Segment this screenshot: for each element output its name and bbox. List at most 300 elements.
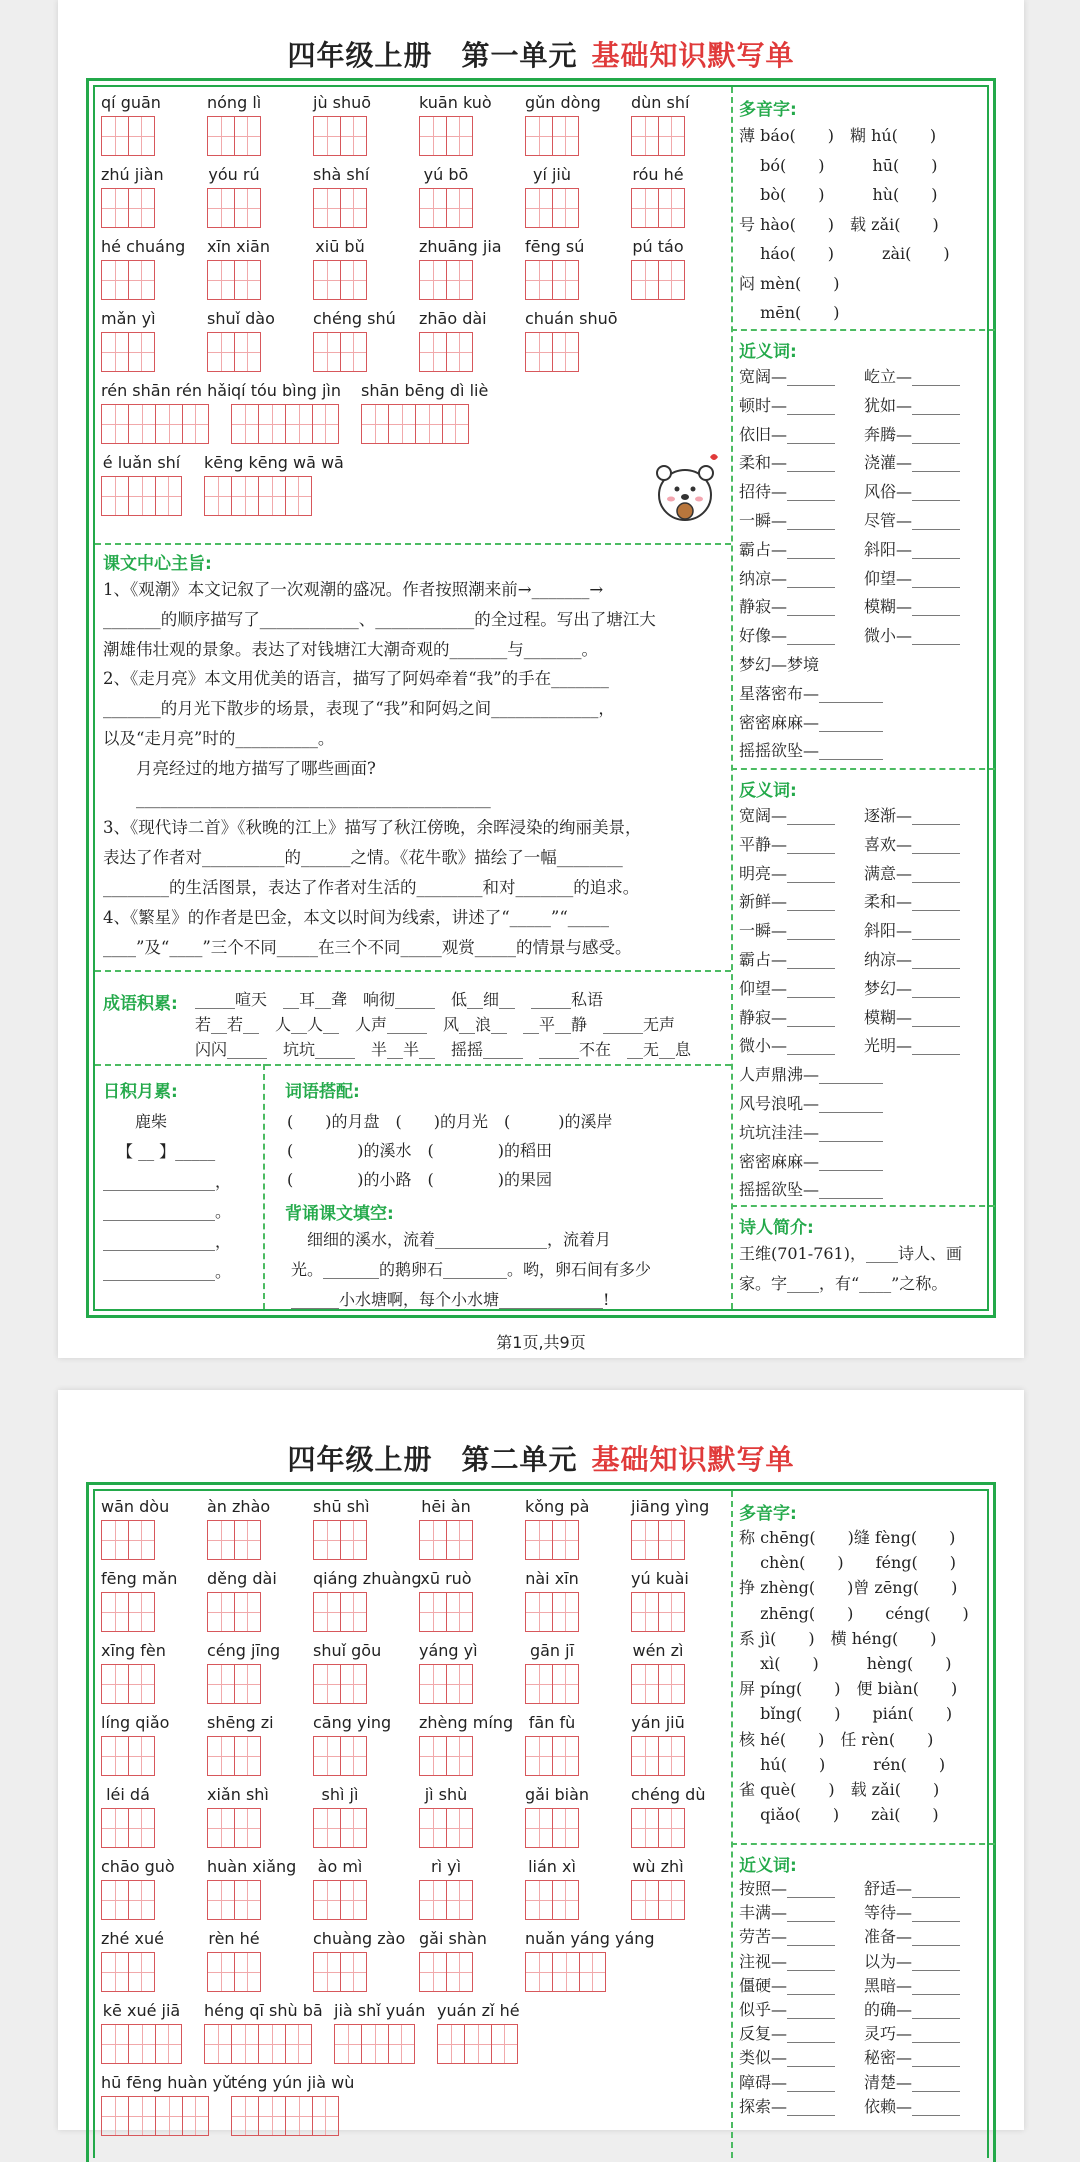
pinyin-label: wān dòu — [101, 1497, 170, 1516]
pinyin-label: shū shì — [313, 1497, 370, 1516]
writing-box[interactable] — [446, 1952, 473, 1992]
writing-box[interactable] — [101, 1808, 128, 1848]
pinyin-label: gān jī — [529, 1641, 575, 1660]
text-line: 仰望—______ 梦幻—______ — [739, 978, 961, 998]
writing-box[interactable] — [234, 188, 261, 228]
text-line: 密密麻麻—________ — [739, 712, 884, 732]
writing-box[interactable] — [631, 1664, 658, 1704]
text-line: 静寂—______ 模糊—______ — [739, 1007, 961, 1027]
writing-box[interactable] — [446, 332, 473, 372]
writing-box[interactable] — [128, 332, 155, 372]
worksheet-frame — [86, 1482, 996, 2162]
text-line: 细细的溪水，流着______________，流着月 — [291, 1230, 612, 1249]
text-line: 系 jì( ) 横 héng( ) — [739, 1628, 937, 1648]
writing-box[interactable] — [207, 188, 234, 228]
text-line: 3、《现代诗二首》《秋晚的江上》描写了秋江傍晚，余晖浸染的绚丽美景， — [103, 818, 642, 838]
writing-box[interactable] — [182, 2096, 209, 2136]
writing-box[interactable] — [231, 2024, 258, 2064]
pinyin-label: hū fēng huàn yǔ — [101, 2073, 233, 2092]
writing-box[interactable] — [207, 116, 234, 156]
writing-box[interactable] — [525, 260, 552, 300]
pinyin-word-box — [207, 237, 270, 300]
writing-box[interactable] — [446, 260, 473, 300]
writing-box[interactable] — [419, 332, 446, 372]
writing-box[interactable] — [552, 1592, 579, 1632]
writing-box[interactable] — [552, 1520, 579, 1560]
writing-box[interactable] — [419, 116, 446, 156]
writing-box[interactable] — [128, 1736, 155, 1776]
pinyin-word-box — [525, 237, 585, 300]
writing-box[interactable] — [101, 1664, 128, 1704]
pinyin-word-box — [419, 1929, 487, 1992]
writing-box[interactable] — [207, 1592, 234, 1632]
writing-box[interactable] — [207, 1664, 234, 1704]
writing-box[interactable] — [419, 1880, 446, 1920]
writing-box[interactable] — [128, 2096, 155, 2136]
writing-box[interactable] — [204, 2024, 231, 2064]
pinyin-word-box — [631, 165, 685, 228]
pinyin-label: kē xué jiā — [102, 2001, 181, 2020]
writing-box[interactable] — [631, 1592, 658, 1632]
pinyin-label: kuān kuò — [419, 93, 492, 112]
pinyin-word-box — [207, 1569, 277, 1632]
pinyin-word-box — [207, 165, 261, 228]
text-line: 1、《观潮》本文记叙了一次观潮的盛况。作者按照潮来前→_______→ — [103, 580, 604, 599]
pinyin-word-box — [525, 165, 579, 228]
writing-box[interactable] — [101, 2096, 128, 2136]
writing-box[interactable] — [419, 188, 446, 228]
pinyin-label: héng qī shù bā — [204, 2001, 323, 2020]
writing-box[interactable] — [446, 1736, 473, 1776]
writing-box[interactable] — [155, 476, 182, 516]
writing-box[interactable] — [313, 1520, 340, 1560]
writing-box[interactable] — [446, 188, 473, 228]
pinyin-word-box — [313, 1497, 370, 1560]
text-line: _______的顺序描写了____________、____________的全过程。写出了塘江大 — [103, 609, 656, 629]
text-line: 潮雄伟壮观的景象。表达了对钱塘江大潮奇观的_______与_______。 — [103, 639, 598, 659]
jinyi-heading: 近义词: — [739, 1856, 797, 1876]
pinyin-label: xīn xiān — [207, 237, 270, 256]
pinyin-label: fēng mǎn — [101, 1569, 178, 1588]
pinyin-label: chuàng zào — [313, 1929, 406, 1948]
writing-box[interactable] — [128, 1952, 155, 1992]
pinyin-label: yí jiù — [532, 165, 572, 184]
writing-box[interactable] — [658, 1880, 685, 1920]
writing-box[interactable] — [525, 1880, 552, 1920]
writing-box[interactable] — [258, 404, 285, 444]
writing-box[interactable] — [313, 1808, 340, 1848]
writing-box[interactable] — [340, 332, 367, 372]
text-line: 按照—______ 舒适—______ — [739, 1879, 961, 1898]
writing-box[interactable] — [258, 2096, 285, 2136]
page-footer: 第1页,共9页 — [496, 1333, 586, 1352]
pinyin-word-box — [207, 1713, 274, 1776]
writing-box[interactable] — [631, 1520, 658, 1560]
text-line: 家。字____，有“____”之称。 — [739, 1274, 948, 1293]
writing-box[interactable] — [552, 1952, 579, 1992]
writing-box[interactable] — [231, 476, 258, 516]
writing-box[interactable] — [525, 332, 552, 372]
writing-box[interactable] — [525, 1808, 552, 1848]
writing-box[interactable] — [442, 404, 469, 444]
writing-box[interactable] — [234, 116, 261, 156]
writing-box[interactable] — [334, 2024, 361, 2064]
pinyin-label: jì shù — [424, 1785, 468, 1804]
writing-box[interactable] — [155, 2096, 182, 2136]
writing-box[interactable] — [234, 1736, 261, 1776]
writing-box[interactable] — [525, 116, 552, 156]
writing-box[interactable] — [631, 1808, 658, 1848]
pinyin-word-box — [101, 381, 232, 444]
writing-box[interactable] — [128, 2024, 155, 2064]
text-line: 密密麻麻—________ — [739, 1151, 884, 1171]
writing-box[interactable] — [101, 1880, 128, 1920]
text-line: 2、《走月亮》本文用优美的语言，描写了阿妈牵着“我”的手在_______ — [103, 669, 609, 689]
text-line: 摇摇欲坠—________ — [739, 741, 884, 761]
writing-box[interactable] — [552, 1808, 579, 1848]
pinyin-word-box — [525, 1857, 579, 1920]
writing-box[interactable] — [658, 260, 685, 300]
pinyin-label: líng qiǎo — [101, 1713, 170, 1732]
writing-box[interactable] — [446, 1880, 473, 1920]
writing-box[interactable] — [631, 1880, 658, 1920]
writing-box[interactable] — [101, 1952, 128, 1992]
writing-box[interactable] — [285, 2096, 312, 2136]
writing-box[interactable] — [552, 188, 579, 228]
duoyin-heading: 多音字: — [739, 100, 797, 120]
writing-box[interactable] — [525, 1736, 552, 1776]
writing-box[interactable] — [204, 476, 231, 516]
writing-box[interactable] — [552, 260, 579, 300]
pinyin-word-box — [631, 237, 685, 300]
text-line: 劳苦—______ 准备—______ — [739, 1927, 961, 1947]
writing-box[interactable] — [340, 260, 367, 300]
writing-box[interactable] — [312, 404, 339, 444]
writing-box[interactable] — [388, 404, 415, 444]
pinyin-label: gǎi biàn — [525, 1785, 590, 1804]
text-line: 探索—______ 依赖—______ — [739, 2096, 961, 2116]
writing-box[interactable] — [415, 404, 442, 444]
writing-box[interactable] — [128, 404, 155, 444]
writing-box[interactable] — [101, 1736, 128, 1776]
beisong-heading: 背诵课文填空: — [285, 1204, 394, 1224]
pinyin-word-box — [525, 93, 601, 156]
pinyin-label: xū ruò — [420, 1569, 472, 1588]
writing-box[interactable] — [258, 2024, 285, 2064]
pinyin-label: zhú jiàn — [101, 165, 164, 184]
writing-box[interactable] — [101, 1592, 128, 1632]
writing-box[interactable] — [340, 1880, 367, 1920]
text-line: 静寂—______ 模糊—______ — [739, 597, 961, 617]
pinyin-word-box — [101, 1497, 170, 1560]
text-line: 称 chēng( )缝 fèng( ) — [739, 1528, 956, 1547]
pinyin-word-box — [525, 1929, 655, 1992]
writing-box[interactable] — [231, 2096, 258, 2136]
pinyin-word-box — [207, 93, 261, 156]
pinyin-label: shuǐ dào — [207, 309, 275, 328]
writing-box[interactable] — [340, 1592, 367, 1632]
text-line: _____喧天 __耳__聋 响彻_____ 低__细__ _____私语 — [195, 990, 604, 1009]
pinyin-word-box — [313, 237, 367, 300]
text-line: 类似—______ 秘密—______ — [739, 2048, 961, 2068]
duoyin-heading: 多音字: — [739, 1504, 797, 1524]
writing-box[interactable] — [258, 476, 285, 516]
writing-box[interactable] — [101, 1520, 128, 1560]
writing-box[interactable] — [446, 116, 473, 156]
writing-box[interactable] — [101, 116, 128, 156]
writing-box[interactable] — [658, 1808, 685, 1848]
writing-box[interactable] — [313, 1592, 340, 1632]
writing-box[interactable] — [313, 1664, 340, 1704]
pinyin-label: yú bō — [423, 165, 469, 184]
writing-box[interactable] — [340, 1736, 367, 1776]
writing-box[interactable] — [658, 116, 685, 156]
pinyin-word-box — [207, 1785, 269, 1848]
writing-box[interactable] — [340, 1952, 367, 1992]
pinyin-label: rì yì — [430, 1857, 462, 1876]
writing-box[interactable] — [552, 116, 579, 156]
writing-box[interactable] — [658, 1664, 685, 1704]
writing-box[interactable] — [207, 1808, 234, 1848]
fanyi-heading: 反义词: — [739, 781, 797, 801]
text-line: 星落密布—________ — [739, 683, 884, 703]
writing-box[interactable] — [446, 1520, 473, 1560]
text-line: 一瞬—______ 斜阳—______ — [739, 921, 961, 941]
writing-box[interactable] — [446, 1664, 473, 1704]
pinyin-word-box — [525, 1497, 590, 1560]
pinyin-label: yú kuài — [631, 1569, 689, 1588]
pinyin-label: zhuāng jia — [419, 237, 502, 256]
writing-box[interactable] — [155, 2024, 182, 2064]
text-line: ___________________________________________ — [103, 788, 491, 808]
writing-box[interactable] — [101, 260, 128, 300]
bear-icon — [650, 449, 720, 527]
writing-box[interactable] — [631, 1736, 658, 1776]
text-line: chèn( ) féng( ) — [739, 1553, 957, 1573]
writing-box[interactable] — [207, 1952, 234, 1992]
writing-box[interactable] — [419, 260, 446, 300]
pinyin-word-box — [207, 1929, 261, 1992]
text-line: 屏 píng( ) 便 biàn( ) — [739, 1679, 958, 1699]
pinyin-word-box — [313, 309, 396, 372]
pinyin-label: xīng fèn — [101, 1641, 166, 1660]
pinyin-label: cāng ying — [313, 1713, 392, 1732]
writing-box[interactable] — [361, 2024, 388, 2064]
text-line: 反复—______ 灵巧—______ — [739, 2024, 961, 2044]
writing-box[interactable] — [419, 1664, 446, 1704]
writing-box[interactable] — [658, 188, 685, 228]
writing-box[interactable] — [446, 1808, 473, 1848]
text-line: 僵硬—______ 黑暗—______ — [739, 1975, 961, 1995]
pinyin-word-box — [101, 1785, 155, 1848]
writing-box[interactable] — [552, 1736, 579, 1776]
text-line: 顿时—______ 犹如—______ — [739, 395, 961, 415]
writing-box[interactable] — [525, 1952, 552, 1992]
pinyin-label: shēng zi — [207, 1713, 274, 1732]
writing-box[interactable] — [340, 1520, 367, 1560]
text-line: 若__若__ 人__人__ 人声_____ 风__浪__ __平__静 _____无声 — [195, 1015, 676, 1034]
writing-box[interactable] — [525, 1520, 552, 1560]
writing-box[interactable] — [285, 476, 312, 516]
pinyin-label: céng jīng — [207, 1641, 281, 1660]
text-line: 风号浪吼—________ — [739, 1094, 884, 1113]
writing-box[interactable] — [658, 1520, 685, 1560]
writing-box[interactable] — [128, 1520, 155, 1560]
writing-box[interactable] — [234, 1808, 261, 1848]
writing-box[interactable] — [419, 1520, 446, 1560]
writing-box[interactable] — [234, 1592, 261, 1632]
writing-box[interactable] — [231, 404, 258, 444]
writing-box[interactable] — [182, 404, 209, 444]
pinyin-word-box — [101, 2001, 182, 2064]
writing-box[interactable] — [313, 1880, 340, 1920]
writing-box[interactable] — [446, 1592, 473, 1632]
writing-box[interactable] — [101, 2024, 128, 2064]
writing-box[interactable] — [631, 260, 658, 300]
text-line: mēn( ) — [739, 303, 840, 322]
writing-box[interactable] — [464, 2024, 491, 2064]
writing-box[interactable] — [128, 116, 155, 156]
writing-box[interactable] — [579, 1952, 606, 1992]
writing-box[interactable] — [525, 1592, 552, 1632]
writing-box[interactable] — [525, 188, 552, 228]
pinyin-label: huàn xiǎng — [207, 1857, 297, 1876]
writing-box[interactable] — [101, 332, 128, 372]
pinyin-label: nóng lì — [207, 93, 262, 112]
pinyin-word-box — [437, 2001, 518, 2064]
pinyin-label: yáng yì — [419, 1641, 478, 1660]
writing-box[interactable] — [101, 188, 128, 228]
writing-box[interactable] — [234, 1952, 261, 1992]
writing-box[interactable] — [340, 188, 367, 228]
text-line: 依旧—______ 奔腾—______ — [739, 424, 961, 444]
writing-box[interactable] — [312, 2096, 339, 2136]
writing-box[interactable] — [207, 1880, 234, 1920]
text-line: ( )的月盘 ( )的月光 ( )的溪岸 — [287, 1112, 613, 1131]
text-line: bò( ) hù( ) — [739, 185, 938, 204]
pinyin-word-box — [101, 1641, 166, 1704]
writing-box[interactable] — [340, 1664, 367, 1704]
pinyin-word-box — [525, 1713, 579, 1776]
pinyin-label: chāo guò — [101, 1857, 175, 1876]
pinyin-label: wén zì — [632, 1641, 684, 1660]
writing-box[interactable] — [285, 2024, 312, 2064]
pinyin-label: àn zhào — [207, 1497, 271, 1516]
writing-box[interactable] — [101, 404, 128, 444]
writing-box[interactable] — [313, 116, 340, 156]
pinyin-word-box — [101, 237, 186, 300]
writing-box[interactable] — [419, 1592, 446, 1632]
writing-box[interactable] — [340, 1808, 367, 1848]
pinyin-word-box — [525, 1641, 579, 1704]
writing-box[interactable] — [313, 332, 340, 372]
writing-box[interactable] — [128, 1664, 155, 1704]
writing-box[interactable] — [313, 260, 340, 300]
writing-box[interactable] — [128, 260, 155, 300]
pinyin-word-box — [101, 1569, 178, 1632]
writing-box[interactable] — [128, 1592, 155, 1632]
text-line: bǐng( ) pián( ) — [739, 1704, 953, 1724]
writing-box[interactable] — [631, 188, 658, 228]
pinyin-word-box — [101, 1857, 175, 1920]
writing-box[interactable] — [234, 1664, 261, 1704]
writing-box[interactable] — [234, 332, 261, 372]
writing-box[interactable] — [285, 404, 312, 444]
idiom-heading: 成语积累: — [103, 994, 178, 1014]
writing-box[interactable] — [631, 116, 658, 156]
writing-box[interactable] — [361, 404, 388, 444]
text-line: 宽阔—______ 屹立—______ — [739, 367, 961, 386]
writing-box[interactable] — [552, 1880, 579, 1920]
text-line: 薄 báo( ) 糊 hú( ) — [739, 126, 937, 145]
writing-box[interactable] — [207, 332, 234, 372]
writing-box[interactable] — [207, 1736, 234, 1776]
writing-box[interactable] — [234, 1520, 261, 1560]
writing-box[interactable] — [388, 2024, 415, 2064]
writing-box[interactable] — [313, 1952, 340, 1992]
text-line: 梦幻—梦境 — [739, 655, 820, 674]
writing-box[interactable] — [313, 1736, 340, 1776]
writing-box[interactable] — [419, 1952, 446, 1992]
pinyin-label: shān bēng dì liè — [361, 381, 489, 400]
writing-box[interactable] — [128, 188, 155, 228]
writing-box[interactable] — [234, 260, 261, 300]
writing-box[interactable] — [128, 476, 155, 516]
writing-box[interactable] — [552, 1664, 579, 1704]
writing-box[interactable] — [128, 1808, 155, 1848]
writing-box[interactable] — [207, 260, 234, 300]
writing-box[interactable] — [207, 1520, 234, 1560]
text-line: ______小水塘啊，每个小水塘_____________! — [291, 1290, 610, 1309]
writing-box[interactable] — [552, 332, 579, 372]
text-line: 摇摇欲坠—________ — [739, 1180, 884, 1200]
writing-box[interactable] — [658, 1736, 685, 1776]
writing-box[interactable] — [419, 1736, 446, 1776]
pinyin-label: hēi àn — [421, 1497, 471, 1516]
pinyin-word-box — [525, 309, 618, 372]
pinyin-label: fān fù — [528, 1713, 576, 1732]
writing-box[interactable] — [419, 1808, 446, 1848]
writing-box[interactable] — [525, 1664, 552, 1704]
pinyin-label: zhèng míng — [419, 1713, 514, 1732]
pinyin-word-box — [313, 165, 370, 228]
writing-box[interactable] — [437, 2024, 464, 2064]
pinyin-label: yóu rú — [208, 165, 260, 184]
pinyin-label: nuǎn yáng yáng — [525, 1929, 655, 1948]
writing-box[interactable] — [340, 116, 367, 156]
writing-box[interactable] — [658, 1592, 685, 1632]
pinyin-label: róu hé — [632, 165, 684, 184]
text-line: 障碍—______ 清楚—______ — [739, 2072, 961, 2092]
pinyin-word-box — [631, 1713, 685, 1776]
pinyin-word-box — [525, 1569, 579, 1632]
writing-box[interactable] — [155, 404, 182, 444]
text-line: 注视—______ 以为—______ — [739, 1951, 961, 1971]
pinyin-label: mǎn yì — [101, 309, 156, 328]
writing-box[interactable] — [234, 1880, 261, 1920]
pinyin-word-box — [419, 1497, 473, 1560]
writing-box[interactable] — [128, 1880, 155, 1920]
pinyin-label: lián xì — [528, 1857, 576, 1876]
writing-box[interactable] — [313, 188, 340, 228]
pinyin-label: zhāo dài — [419, 309, 487, 328]
text-line: 一瞬—______ 尽管—______ — [739, 511, 961, 530]
writing-box[interactable] — [101, 476, 128, 516]
text-line: ( )的小路 ( )的果园 — [287, 1170, 552, 1189]
writing-box[interactable] — [491, 2024, 518, 2064]
page-title: 四年级上册 第一单元 基础知识默写单 — [287, 39, 795, 72]
pinyin-word-box — [204, 2001, 323, 2064]
